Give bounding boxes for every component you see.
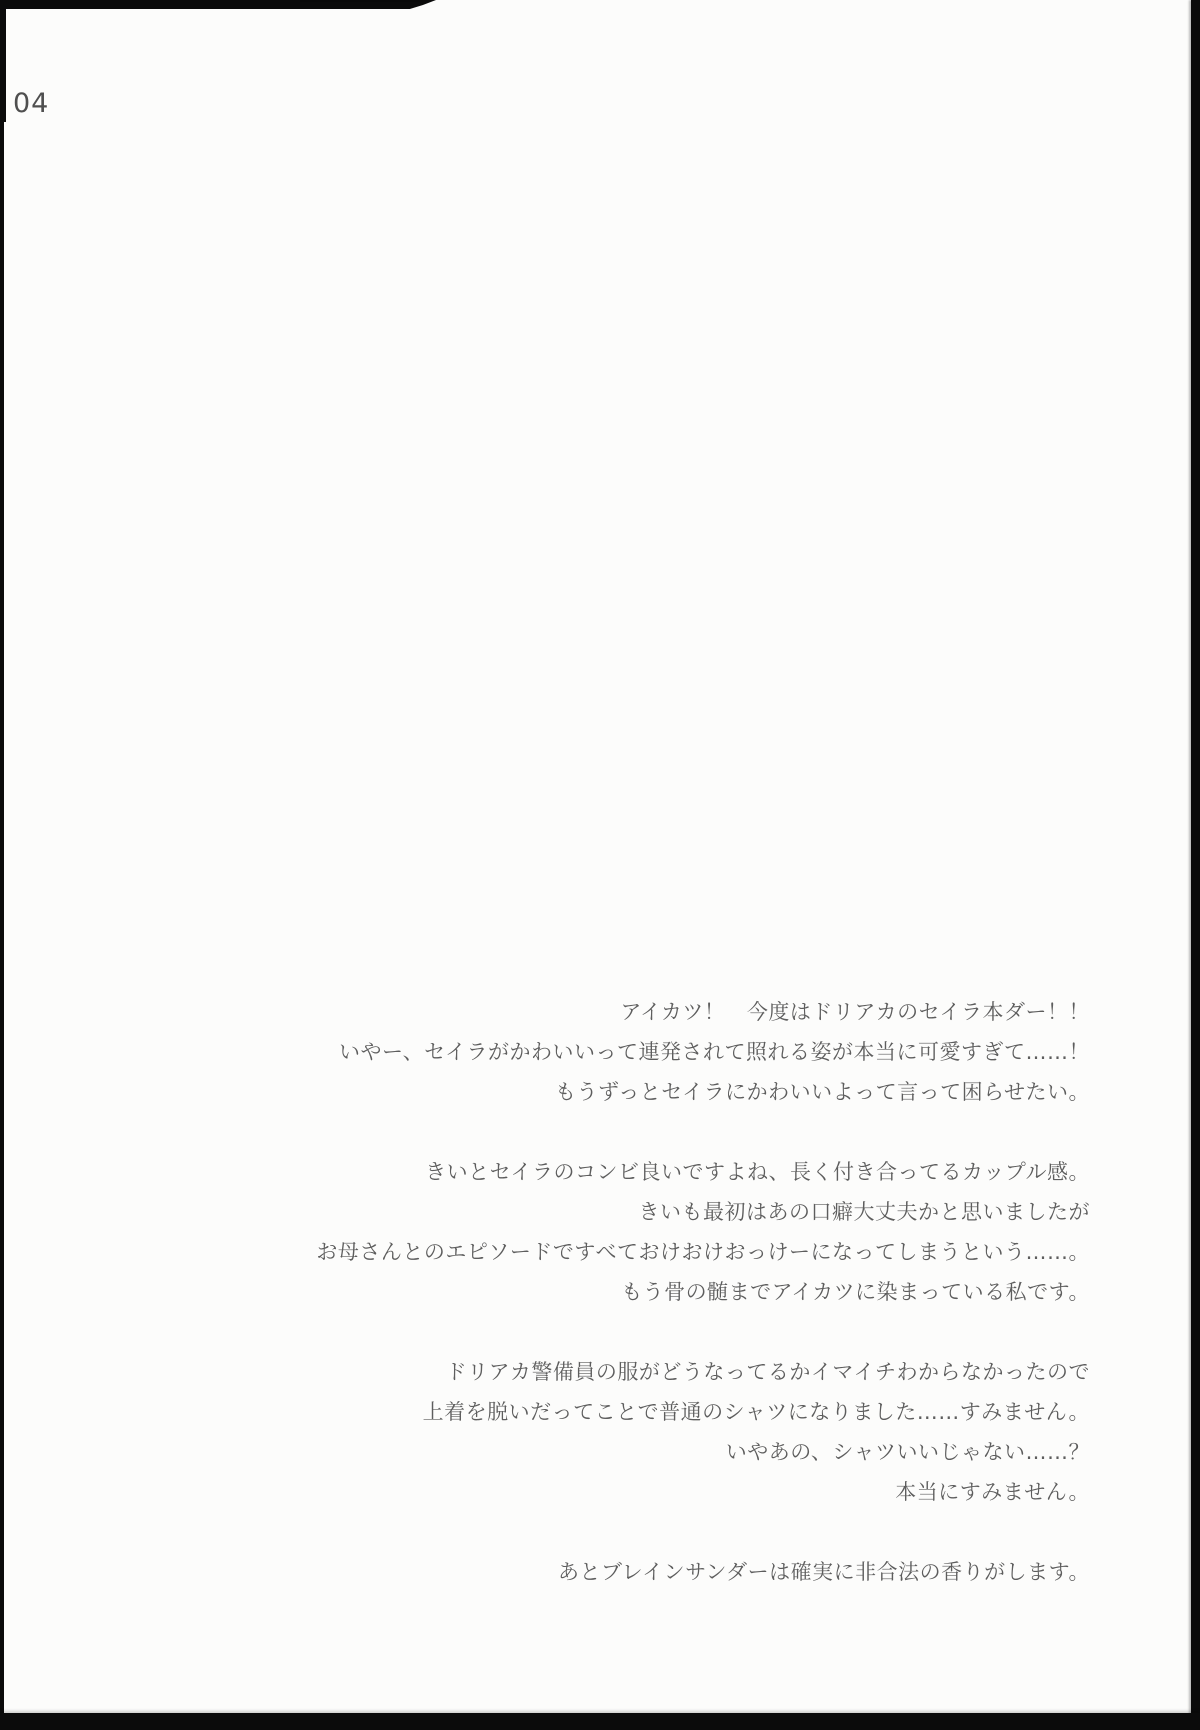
scan-edge-left — [0, 0, 4, 1730]
afterword-paragraph — [120, 1352, 1090, 1512]
afterword-line: 本当にすみません。 — [895, 1480, 1090, 1504]
scan-edge-bottom — [0, 1713, 1200, 1730]
afterword-line: いやあの、シャツいいじゃない……？ — [725, 1440, 1090, 1464]
afterword-line: 上着を脱いだってことで普通のシャツになりました……すみません。 — [422, 1400, 1090, 1424]
afterword-line: もうずっとセイラにかわいいよって言って困らせたい。 — [555, 1080, 1090, 1104]
afterword-line: いやー、セイラがかわいいって連発されて照れる姿が本当に可愛すぎて……！ — [338, 1040, 1090, 1064]
afterword-line: あとブレインサンダーは確実に非合法の香りがします。 — [557, 1560, 1090, 1584]
afterword-paragraph — [120, 1552, 1090, 1592]
page-number: 04 — [13, 88, 50, 119]
afterword-paragraph — [120, 1152, 1090, 1312]
scan-edge-left-top — [0, 0, 6, 122]
afterword-line: お母さんとのエピソードですべておけおけおっけーになってしまうという……。 — [316, 1240, 1090, 1264]
afterword-line: アイカツ！ 今度はドリアカのセイラ本ダー！！ — [620, 1000, 1090, 1024]
scan-edge-top-hairline — [300, 0, 420, 2]
scan-edge-right — [1191, 0, 1200, 1730]
afterword-paragraph — [120, 992, 1090, 1112]
afterword-line: きいも最初はあの口癖大丈夫かと思いましたが — [638, 1200, 1090, 1224]
afterword-line: きいとセイラのコンビ良いですよね、長く付き合ってるカップル感。 — [425, 1160, 1090, 1184]
afterword-line: もう骨の髄までアイカツに染まっている私です。 — [621, 1280, 1090, 1304]
afterword-text-block — [120, 992, 1090, 1592]
afterword-line: ドリアカ警備員の服がどうなってるかイマイチわからなかったので — [445, 1360, 1090, 1384]
